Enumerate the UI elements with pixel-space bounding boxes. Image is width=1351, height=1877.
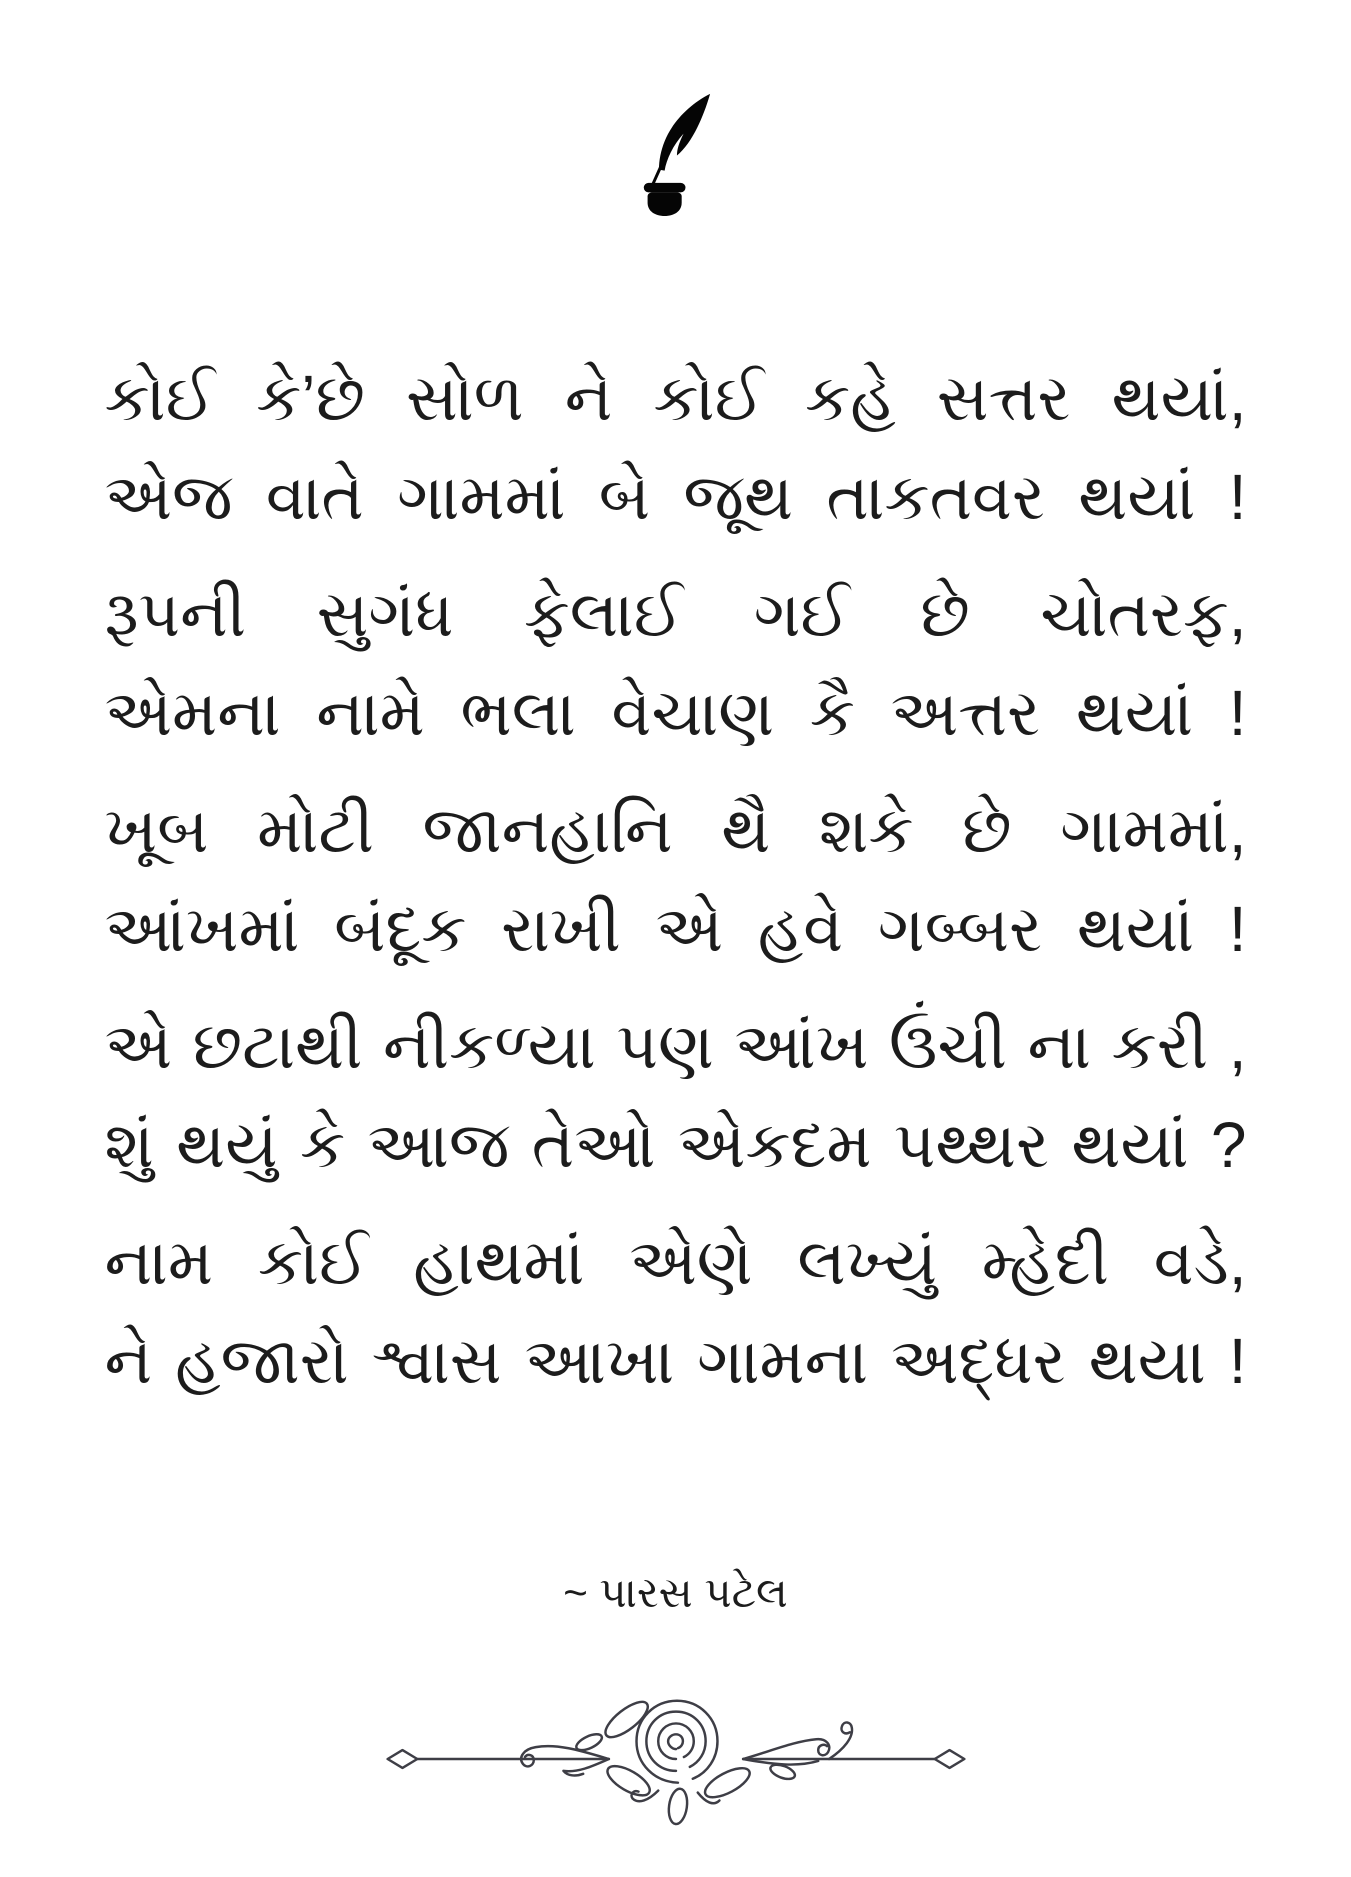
couplet-2 (105, 565, 1247, 763)
poem-line: શું થયું કે આજ તેઓ એકદમ પથ્થર થયાં ? (104, 1109, 1247, 1181)
poem-line: રૂપની સુગંધ ફેલાઈ ગઈ છે ચોતરફ, (104, 578, 1247, 650)
poem-line: એજ વાતે ગામમાં બે જૂથ તાકતવર થયાં ! (104, 461, 1247, 533)
left-diamond (387, 1750, 417, 1768)
poem-line: ખૂબ મોટી જાનહાનિ થૈ શકે છે ગામમાં, (104, 794, 1247, 866)
poem-body (105, 349, 1247, 1411)
poem-line: એમના નામે ભલા વેચાણ કૈ અત્તર થયાં ! (104, 677, 1247, 749)
header (0, 0, 1351, 217)
poem-line: એ છટાથી નીકળ્યા પણ આંખ ઉંચી ના કરી , (104, 1010, 1247, 1082)
couplet-3 (105, 781, 1247, 979)
poem-line: કોઈ કે’છે સોળ ને કોઈ કહે સત્તર થયાં, (104, 362, 1247, 434)
quill-inkwell-shapes (643, 94, 709, 216)
quill-inkwell-icon (638, 92, 714, 217)
rose-divider-shapes (387, 1696, 964, 1825)
poem-line: ને હજારો શ્વાસ આખા ગામના અદ્ધર થયા ! (104, 1325, 1247, 1397)
poem-line: નામ કોઈ હાથમાં એણે લખ્યું મ્હેદી વડે, (104, 1226, 1247, 1298)
poem-line: આંખમાં બંદૂક રાખી એ હવે ગબ્બર થયાં ! (104, 893, 1247, 965)
footer (0, 1680, 1351, 1838)
author-signature: ~ પારસ પટેલ (563, 1569, 788, 1616)
couplet-1 (105, 349, 1247, 547)
right-diamond (934, 1750, 964, 1768)
couplet-5 (105, 1213, 1247, 1411)
couplet-4 (105, 997, 1247, 1195)
rose-divider-icon (378, 1680, 974, 1838)
